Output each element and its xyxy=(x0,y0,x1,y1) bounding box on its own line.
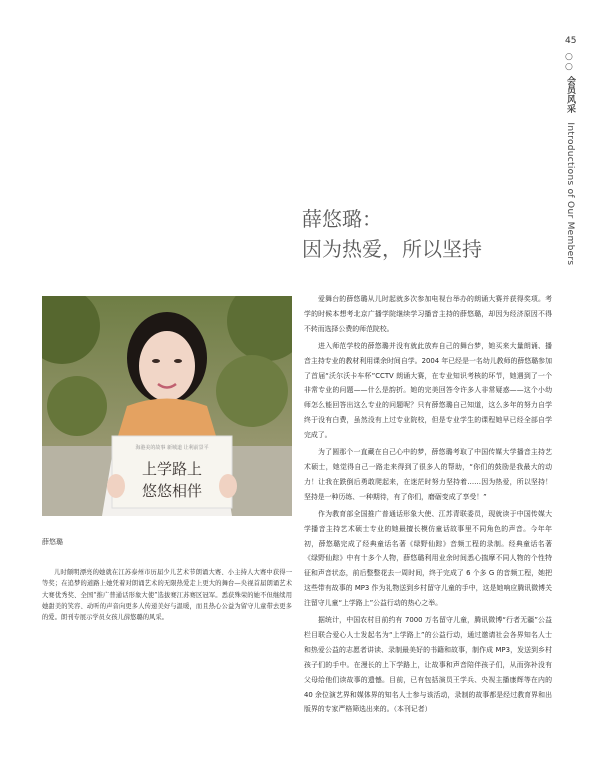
paragraph: 据统计，中国农村目前约有 7000 万名留守儿童，腾讯微博“行者无疆”公益栏目联合爱心人士发起名为“上学路上”的公益行动，通过邀请社会各界知名人士和热爱公益的志愿者讲读、录制最美好的书籍和故事，制作成 MP3，发送到乡村孩子们的手中。在漫长的上下学路上，让故事和声音陪伴孩子们，从而弥补没有父母给他们读故事的遗憾。目前，已有包括演员王学兵、央视主播康辉等在内的 40 余位演艺界和媒体界的知名人士参与该活动，录制的故事都是经过教育界和出版界的专家严格筛选出来的。（本刊记者） xyxy=(304,616,552,714)
dot-icon: ○ xyxy=(565,52,573,62)
sign-top-text: 海港美的故事 新城道 让利前景平 xyxy=(135,445,209,451)
caption-text: 儿时颇明漂亮的她就在江苏泰州市历届少儿艺术节朗诵大赛、小主持人大赛中获得一等奖；在追梦的道路上她凭着对朗诵艺术的无限热爱走上更大的舞台—央视首届朗诵艺术大赛优秀奖、全国“推广普通话形象大使”选拔赛江苏赛区冠军。悉获殊荣的她不但继续用她甜美的笑容、动听的声音向更多人传递美好与温暖，而且热心公益为留守儿童带去更多的爱。朗刊专展示学员女孩儿薛悠璐的风采。 xyxy=(42,569,292,622)
page-number: 45 xyxy=(565,36,577,46)
article-body xyxy=(304,292,552,719)
article-title xyxy=(302,204,482,264)
paragraph: 为了圆那个一直藏在自己心中的梦，薛悠璐考取了中国传媒大学播音主持艺术硕士，她觉得自己一路走来得到了很多人的帮助，“你们的鼓励是我最大的动力！让我在跌倒后勇敢爬起来，在迷茫时努力坚持着……因为热爱，所以坚持！坚持是一种历练、一种期待，有了你们，磨砺变成了享受！” xyxy=(304,448,552,501)
section-subtitle: Introductions of Our Members xyxy=(565,122,575,266)
title-line-2: 因为热爱，所以坚持 xyxy=(302,237,482,261)
dot-icon: ○ xyxy=(565,62,573,72)
running-header xyxy=(564,76,577,265)
caption-name: 薛悠璐 xyxy=(42,538,63,546)
paragraph: 爱舞台的薛悠璐从儿时起就多次参加电视台举办的朗诵大赛并获得奖项。考学的时候本想考北京广播学院继续学习播音主持的薛悠璐，却因为经济原因不得不转而选择公费的师范院校。 xyxy=(304,295,552,333)
sign-line-1: 上学路上 xyxy=(141,460,203,478)
portrait-photo xyxy=(42,296,292,516)
title-line-1: 薛悠璐： xyxy=(302,207,382,231)
section-name: 会员风采 xyxy=(565,76,575,114)
section-dots xyxy=(565,52,573,72)
paragraph: 进入师范学校的薛悠璐并没有就此放弃自己的舞台梦，她买来大量朗诵、播音主持专业的教材利用课余时间自学。2004 年已经是一名幼儿教师的薛悠璐参加了首届“沃尔沃卡车杯”CCTV 朗诵大赛，在专业知识考核的环节，她遇到了一个非常专业的问题——什么是韵折。她的完美回答令许多人非常疑惑——这个小幼师怎么能回答出这么专业的问题呢？只有薛悠璐自己知道，这么多年的努力自学终于没有白费，虽然没有上过专业院校，但是专业学生的课程她早已经全部自学完成了。 xyxy=(304,341,552,440)
sign-line-2: 悠悠相伴 xyxy=(141,482,203,500)
paragraph: 作为教育部全国推广普通话形象大使、江苏青联委员，现就读于中国传媒大学播音主持艺术硕士专业的她最擅长模仿童话故事里不同角色的声音。今年年初，薛悠璐完成了经典童话名著《绿野仙踪》音频工程的录制。经典童话名著《绿野仙踪》中有十多个人物，薛悠璐利用业余时间悉心揣摩不同人物的个性特征和声音状态，前后整整花去一周时间，终于完成了 6 个多 G 的音频工程，她把这些带有故事的 MP3 作为礼物送到乡村留守儿童的手中，这是她响应腾讯微博关注留守儿童“上学路上”公益行动的热心之举。 xyxy=(304,509,552,608)
